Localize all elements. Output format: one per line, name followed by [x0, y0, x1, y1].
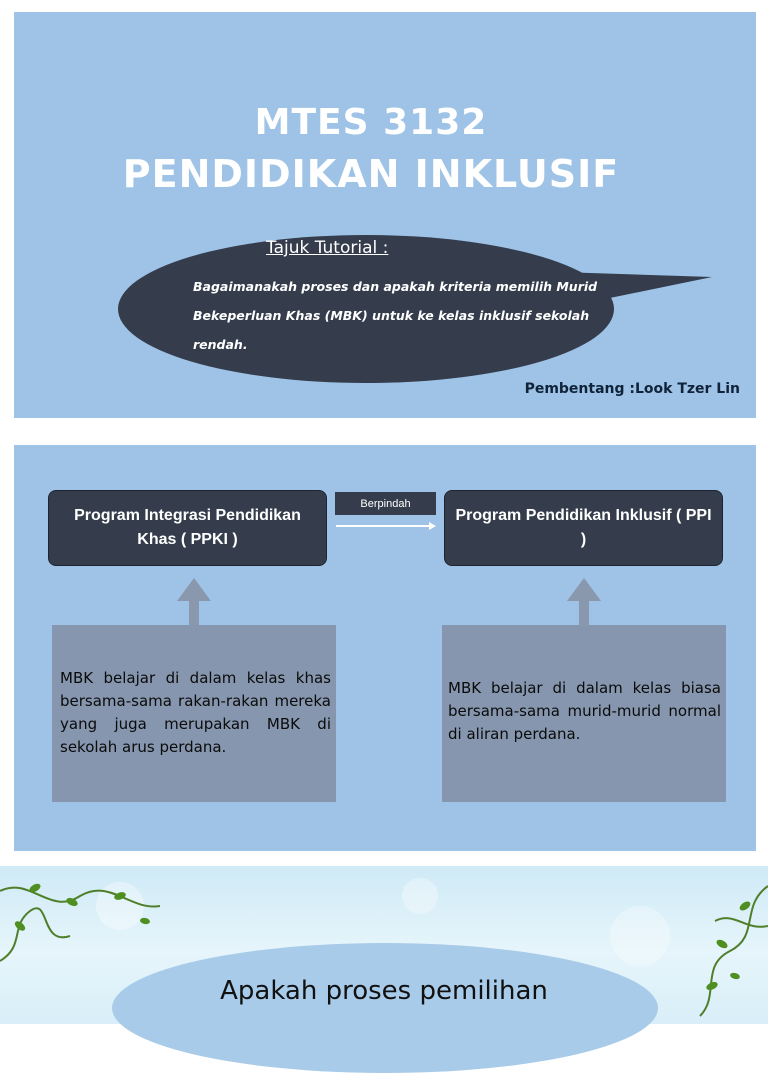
ppi-description-box: [442, 625, 726, 802]
ppki-description-box: [52, 625, 336, 802]
ppi-program-label: Program Pendidikan Inklusif ( PPI ): [455, 507, 712, 548]
question-text: Apakah proses pemilihan: [220, 976, 548, 1006]
ppki-description: MBK belajar di dalam kelas khas bersama-sama rakan-rakan mereka yang juga merupakan MBK di sekolah arus perdana.: [60, 669, 331, 756]
ppi-description: MBK belajar di dalam kelas biasa bersama-sama murid-murid normal di aliran perdana.: [448, 679, 721, 743]
question-oval: [112, 943, 658, 1073]
course-code: MTES 3132: [254, 102, 488, 143]
tutorial-text: Bagaimanakah proses dan apakah kriteria memilih Murid Bekeperluan Khas (MBK) untuk ke kelas inklusif sekolah rendah.: [193, 279, 598, 352]
tutorial-heading: Tajuk Tutorial :: [266, 238, 389, 258]
transfer-label: Berpindah: [335, 492, 436, 515]
course-title: PENDIDIKAN INKLUSIF: [122, 152, 620, 196]
presenter-name: Pembentang :Look Tzer Lin: [524, 381, 740, 397]
ppki-program-label: Program Integrasi Pendidikan Khas ( PPKI ): [74, 507, 301, 548]
